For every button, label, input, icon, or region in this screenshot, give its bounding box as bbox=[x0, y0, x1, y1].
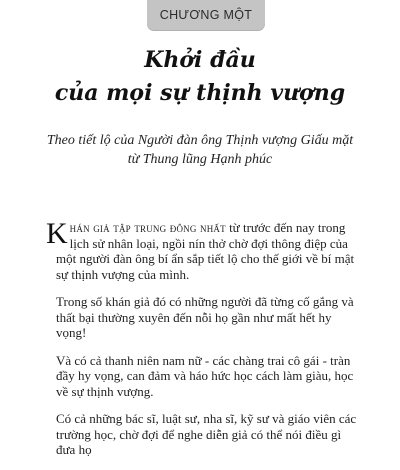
drop-cap: K bbox=[46, 217, 68, 250]
chapter-title-line-2: của mọi sự thịnh vượng bbox=[54, 80, 346, 106]
paragraph-3: Và có cả thanh niên nam nữ - các chàng trai cô gái - tràn đầy hy vọng, can đảm và háo hức học cách làm giàu, học về sự thịnh vượng. bbox=[56, 352, 354, 399]
subtitle-line-2: từ Thung lũng Hạnh phúc bbox=[127, 152, 273, 167]
chapter-subtitle bbox=[20, 131, 380, 169]
paragraph-1-lead: hán giả tập trung đông nhất bbox=[69, 220, 226, 235]
paragraph-1 bbox=[46, 217, 362, 282]
body-text bbox=[46, 217, 362, 470]
chapter-title-line-1: Khởi đầu bbox=[144, 47, 256, 73]
subtitle-line-1: Theo tiết lộ của Người đàn ông Thịnh vượng Giấu mặt bbox=[46, 133, 354, 148]
paragraph-2: Trong số khán giả đó có những người đã từng cố gắng và thất bại thường xuyên đến nỗi họ gần như mất hết hy vọng! bbox=[56, 294, 354, 340]
chapter-title bbox=[0, 44, 400, 110]
chapter-label: CHƯƠNG MỘT bbox=[159, 8, 253, 22]
chapter-tab bbox=[147, 0, 265, 30]
paragraph-1-rest: từ trước đến nay trong lịch sử nhân loại, ngồi nín thở chờ đợi thông điệp của một người đàn ông bí ẩn sắp tiết lộ cho thế giới về bí mật sự thịnh vượng của mình. bbox=[56, 220, 355, 282]
paragraph-4: Có cả những bác sĩ, luật sư, nha sĩ, kỹ sư và giáo viên các trường học, chờ đợi để nghe diễn giả có thể nói điều gì đưa họ bbox=[56, 411, 357, 457]
